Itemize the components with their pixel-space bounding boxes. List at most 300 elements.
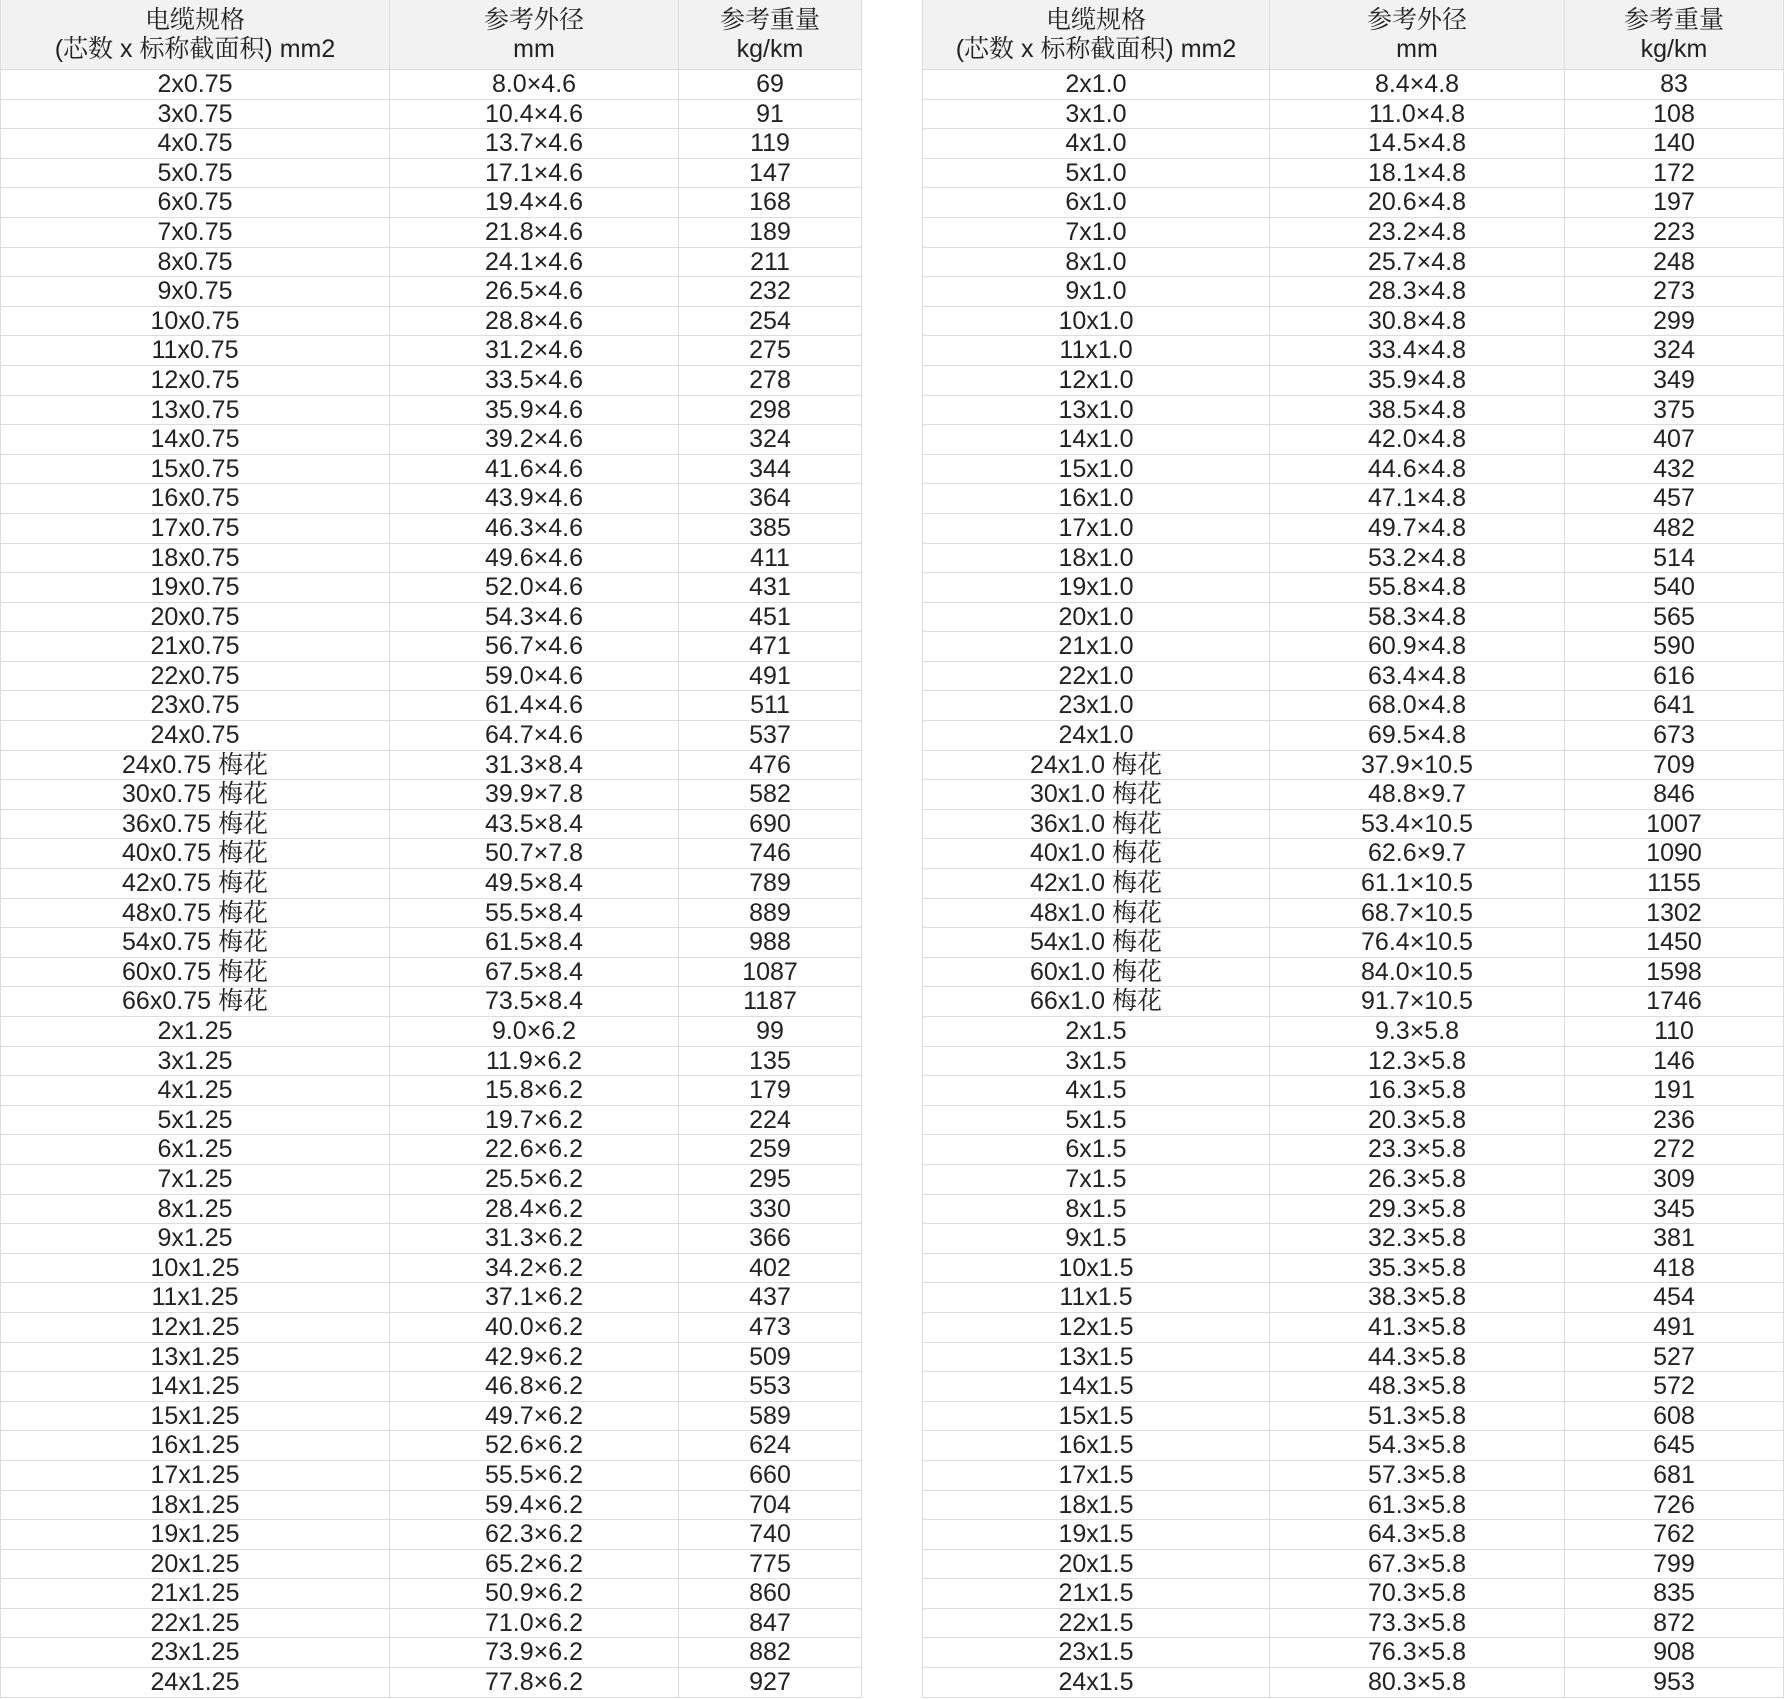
weight-cell: 69 [679, 70, 862, 100]
outer-diameter-cell: 62.3×6.2 [390, 1520, 679, 1550]
weight-cell: 223 [1565, 218, 1784, 248]
cable-spec-cell: 60x0.75 梅花 [0, 958, 390, 988]
header-title: 电缆规格 [144, 5, 245, 34]
weight-cell: 437 [679, 1283, 862, 1313]
outer-diameter-cell: 31.3×8.4 [390, 751, 679, 781]
outer-diameter-cell: 91.7×10.5 [1270, 987, 1565, 1017]
cable-spec-cell: 3x0.75 [0, 100, 390, 130]
outer-diameter-cell: 34.2×6.2 [390, 1254, 679, 1284]
outer-diameter-cell: 52.0×4.6 [390, 573, 679, 603]
outer-diameter-cell: 18.1×4.8 [1270, 159, 1565, 189]
cable-spec-cell: 24x0.75 [0, 721, 390, 751]
weight-cell: 344 [679, 455, 862, 485]
cable-spec-cell: 36x1.0 梅花 [922, 810, 1270, 840]
weight-cell: 709 [1565, 751, 1784, 781]
weight-cell: 872 [1565, 1609, 1784, 1639]
weight-cell: 553 [679, 1372, 862, 1402]
outer-diameter-cell: 50.9×6.2 [390, 1579, 679, 1609]
weight-cell: 846 [1565, 780, 1784, 810]
outer-diameter-cell: 49.7×4.8 [1270, 514, 1565, 544]
weight-cell: 908 [1565, 1638, 1784, 1668]
weight-cell: 860 [679, 1579, 862, 1609]
cable-spec-cell: 10x1.5 [922, 1254, 1270, 1284]
weight-cell: 762 [1565, 1520, 1784, 1550]
outer-diameter-cell: 41.3×5.8 [1270, 1313, 1565, 1343]
weight-cell: 278 [679, 366, 862, 396]
header-title: 电缆规格 [1045, 5, 1146, 34]
cable-spec-cell: 19x1.25 [0, 1520, 390, 1550]
outer-diameter-cell: 70.3×5.8 [1270, 1579, 1565, 1609]
cable-spec-cell: 9x1.0 [922, 277, 1270, 307]
weight-cell: 381 [1565, 1224, 1784, 1254]
cable-spec-cell: 42x1.0 梅花 [922, 869, 1270, 899]
weight-cell: 83 [1565, 70, 1784, 100]
cable-spec-cell: 5x1.0 [922, 159, 1270, 189]
weight-cell: 431 [679, 573, 862, 603]
cable-spec-cell: 2x1.0 [922, 70, 1270, 100]
outer-diameter-cell: 28.4×6.2 [390, 1195, 679, 1225]
outer-diameter-cell: 12.3×5.8 [1270, 1047, 1565, 1077]
cable-spec-cell: 42x0.75 梅花 [0, 869, 390, 899]
weight-cell: 746 [679, 839, 862, 869]
cable-spec-cell: 22x1.5 [922, 1609, 1270, 1639]
cable-spec-cell: 6x1.25 [0, 1135, 390, 1165]
outer-diameter-cell: 55.5×8.4 [390, 899, 679, 929]
outer-diameter-cell: 9.0×6.2 [390, 1017, 679, 1047]
header-weight [679, 0, 862, 70]
weight-cell: 375 [1565, 396, 1784, 426]
cable-spec-cell: 21x1.0 [922, 632, 1270, 662]
cable-spec-cell: 21x0.75 [0, 632, 390, 662]
outer-diameter-cell: 49.7×6.2 [390, 1402, 679, 1432]
cable-spec-cell: 5x1.5 [922, 1106, 1270, 1136]
outer-diameter-cell: 61.4×4.6 [390, 691, 679, 721]
cable-spec-cell: 15x1.5 [922, 1402, 1270, 1432]
cable-spec-cell: 7x0.75 [0, 218, 390, 248]
cable-spec-cell: 54x0.75 梅花 [0, 928, 390, 958]
cable-spec-cell: 4x1.25 [0, 1076, 390, 1106]
header-title: 参考外径 [1366, 5, 1467, 34]
weight-cell: 1087 [679, 958, 862, 988]
weight-cell: 1007 [1565, 810, 1784, 840]
weight-cell: 572 [1565, 1372, 1784, 1402]
outer-diameter-cell: 38.3×5.8 [1270, 1283, 1565, 1313]
outer-diameter-cell: 33.5×4.6 [390, 366, 679, 396]
outer-diameter-cell: 13.7×4.6 [390, 129, 679, 159]
cable-spec-cell: 13x1.0 [922, 396, 1270, 426]
cable-spec-cell: 66x1.0 梅花 [922, 987, 1270, 1017]
cable-spec-cell: 2x1.5 [922, 1017, 1270, 1047]
outer-diameter-cell: 22.6×6.2 [390, 1135, 679, 1165]
outer-diameter-cell: 53.2×4.8 [1270, 544, 1565, 574]
cable-spec-cell: 2x0.75 [0, 70, 390, 100]
weight-cell: 565 [1565, 603, 1784, 633]
header-unit: (芯数 x 标称截面积) mm2 [54, 34, 336, 63]
outer-diameter-cell: 35.3×5.8 [1270, 1254, 1565, 1284]
outer-diameter-cell: 53.4×10.5 [1270, 810, 1565, 840]
cable-spec-cell: 23x1.5 [922, 1638, 1270, 1668]
cable-spec-cell: 8x1.5 [922, 1195, 1270, 1225]
weight-cell: 645 [1565, 1431, 1784, 1461]
weight-cell: 690 [679, 810, 862, 840]
weight-cell: 110 [1565, 1017, 1784, 1047]
cable-spec-cell: 17x0.75 [0, 514, 390, 544]
outer-diameter-cell: 44.6×4.8 [1270, 455, 1565, 485]
outer-diameter-cell: 29.3×5.8 [1270, 1195, 1565, 1225]
cable-spec-cell: 8x0.75 [0, 248, 390, 278]
header-outer-diameter [390, 0, 679, 70]
header-title: 参考重量 [719, 5, 820, 34]
cable-spec-cell: 9x1.5 [922, 1224, 1270, 1254]
weight-cell: 482 [1565, 514, 1784, 544]
cable-spec-cell: 8x1.0 [922, 248, 1270, 278]
outer-diameter-cell: 54.3×4.6 [390, 603, 679, 633]
weight-cell: 847 [679, 1609, 862, 1639]
outer-diameter-cell: 44.3×5.8 [1270, 1343, 1565, 1373]
cable-spec-cell: 7x1.0 [922, 218, 1270, 248]
cable-spec-cell: 11x0.75 [0, 336, 390, 366]
cable-spec-cell: 11x1.5 [922, 1283, 1270, 1313]
outer-diameter-cell: 73.9×6.2 [390, 1638, 679, 1668]
weight-cell: 1450 [1565, 928, 1784, 958]
weight-cell: 119 [679, 129, 862, 159]
weight-cell: 582 [679, 780, 862, 810]
weight-cell: 298 [679, 396, 862, 426]
outer-diameter-cell: 68.0×4.8 [1270, 691, 1565, 721]
weight-cell: 451 [679, 603, 862, 633]
cable-spec-cell: 13x0.75 [0, 396, 390, 426]
outer-diameter-cell: 24.1×4.6 [390, 248, 679, 278]
cable-spec-cell: 4x1.0 [922, 129, 1270, 159]
weight-cell: 179 [679, 1076, 862, 1106]
weight-cell: 189 [679, 218, 862, 248]
cable-spec-cell: 20x0.75 [0, 603, 390, 633]
outer-diameter-cell: 16.3×5.8 [1270, 1076, 1565, 1106]
cable-spec-cell: 9x1.25 [0, 1224, 390, 1254]
outer-diameter-cell: 38.5×4.8 [1270, 396, 1565, 426]
cable-spec-cell: 13x1.25 [0, 1343, 390, 1373]
cable-spec-cell: 5x1.25 [0, 1106, 390, 1136]
weight-cell: 407 [1565, 425, 1784, 455]
outer-diameter-cell: 59.0×4.6 [390, 662, 679, 692]
cable-spec-cell: 20x1.25 [0, 1550, 390, 1580]
cable-spec-cell: 9x0.75 [0, 277, 390, 307]
outer-diameter-cell: 67.3×5.8 [1270, 1550, 1565, 1580]
weight-cell: 299 [1565, 307, 1784, 337]
cable-spec-cell: 11x1.25 [0, 1283, 390, 1313]
weight-cell: 704 [679, 1491, 862, 1521]
weight-cell: 275 [679, 336, 862, 366]
weight-cell: 509 [679, 1343, 862, 1373]
cable-spec-cell: 20x1.0 [922, 603, 1270, 633]
weight-cell: 364 [679, 484, 862, 514]
weight-cell: 511 [679, 691, 862, 721]
cable-spec-cell: 18x0.75 [0, 544, 390, 574]
cable-spec-cell: 12x1.5 [922, 1313, 1270, 1343]
outer-diameter-cell: 61.1×10.5 [1270, 869, 1565, 899]
outer-diameter-cell: 63.4×4.8 [1270, 662, 1565, 692]
outer-diameter-cell: 26.5×4.6 [390, 277, 679, 307]
weight-cell: 224 [679, 1106, 862, 1136]
cable-spec-cell: 54x1.0 梅花 [922, 928, 1270, 958]
weight-cell: 295 [679, 1165, 862, 1195]
weight-cell: 366 [679, 1224, 862, 1254]
outer-diameter-cell: 8.4×4.8 [1270, 70, 1565, 100]
cable-spec-cell: 60x1.0 梅花 [922, 958, 1270, 988]
outer-diameter-cell: 26.3×5.8 [1270, 1165, 1565, 1195]
outer-diameter-cell: 47.1×4.8 [1270, 484, 1565, 514]
outer-diameter-cell: 40.0×6.2 [390, 1313, 679, 1343]
outer-diameter-cell: 28.8×4.6 [390, 307, 679, 337]
header-cable-spec [922, 0, 1270, 70]
weight-cell: 147 [679, 159, 862, 189]
outer-diameter-cell: 64.3×5.8 [1270, 1520, 1565, 1550]
outer-diameter-cell: 33.4×4.8 [1270, 336, 1565, 366]
header-weight [1565, 0, 1784, 70]
cable-spec-cell: 24x0.75 梅花 [0, 751, 390, 781]
cable-spec-cell: 14x0.75 [0, 425, 390, 455]
weight-cell: 491 [679, 662, 862, 692]
weight-cell: 1302 [1565, 899, 1784, 929]
cable-spec-cell: 16x1.5 [922, 1431, 1270, 1461]
cable-spec-cell: 21x1.25 [0, 1579, 390, 1609]
weight-cell: 1090 [1565, 839, 1784, 869]
weight-cell: 1598 [1565, 958, 1784, 988]
outer-diameter-cell: 68.7×10.5 [1270, 899, 1565, 929]
weight-cell: 146 [1565, 1047, 1784, 1077]
weight-cell: 454 [1565, 1283, 1784, 1313]
outer-diameter-cell: 42.0×4.8 [1270, 425, 1565, 455]
weight-cell: 236 [1565, 1106, 1784, 1136]
cable-spec-cell: 7x1.25 [0, 1165, 390, 1195]
cable-spec-cell: 16x1.0 [922, 484, 1270, 514]
outer-diameter-cell: 55.8×4.8 [1270, 573, 1565, 603]
outer-diameter-cell: 42.9×6.2 [390, 1343, 679, 1373]
cable-spec-cell: 21x1.5 [922, 1579, 1270, 1609]
weight-cell: 108 [1565, 100, 1784, 130]
weight-cell: 889 [679, 899, 862, 929]
weight-cell: 324 [679, 425, 862, 455]
cable-spec-cell: 40x1.0 梅花 [922, 839, 1270, 869]
outer-diameter-cell: 50.7×7.8 [390, 839, 679, 869]
cable-spec-cell: 10x0.75 [0, 307, 390, 337]
weight-cell: 616 [1565, 662, 1784, 692]
header-unit: mm [513, 34, 555, 63]
weight-cell: 641 [1565, 691, 1784, 721]
outer-diameter-cell: 56.7×4.6 [390, 632, 679, 662]
cable-spec-cell: 14x1.0 [922, 425, 1270, 455]
cable-spec-cell: 3x1.0 [922, 100, 1270, 130]
weight-cell: 789 [679, 869, 862, 899]
header-title: 参考外径 [483, 5, 584, 34]
cable-spec-cell: 10x1.0 [922, 307, 1270, 337]
cable-spec-cell: 23x1.0 [922, 691, 1270, 721]
weight-cell: 681 [1565, 1461, 1784, 1491]
weight-cell: 1746 [1565, 987, 1784, 1017]
weight-cell: 660 [679, 1461, 862, 1491]
cable-spec-cell: 7x1.5 [922, 1165, 1270, 1195]
cable-spec-cell: 40x0.75 梅花 [0, 839, 390, 869]
outer-diameter-cell: 61.3×5.8 [1270, 1491, 1565, 1521]
cable-spec-cell: 6x1.5 [922, 1135, 1270, 1165]
outer-diameter-cell: 35.9×4.6 [390, 396, 679, 426]
weight-cell: 953 [1565, 1668, 1784, 1698]
weight-cell: 799 [1565, 1550, 1784, 1580]
cable-spec-cell: 24x1.0 梅花 [922, 751, 1270, 781]
cable-spec-cell: 24x1.25 [0, 1668, 390, 1698]
outer-diameter-cell: 8.0×4.6 [390, 70, 679, 100]
cable-spec-cell: 18x1.25 [0, 1491, 390, 1521]
weight-cell: 411 [679, 544, 862, 574]
outer-diameter-cell: 15.8×6.2 [390, 1076, 679, 1106]
cable-spec-cell: 66x0.75 梅花 [0, 987, 390, 1017]
outer-diameter-cell: 37.1×6.2 [390, 1283, 679, 1313]
cable-spec-cell: 14x1.25 [0, 1372, 390, 1402]
header-unit: kg/km [1640, 34, 1708, 63]
outer-diameter-cell: 60.9×4.8 [1270, 632, 1565, 662]
weight-cell: 726 [1565, 1491, 1784, 1521]
weight-cell: 309 [1565, 1165, 1784, 1195]
outer-diameter-cell: 64.7×4.6 [390, 721, 679, 751]
weight-cell: 385 [679, 514, 862, 544]
cable-spec-cell: 23x1.25 [0, 1638, 390, 1668]
outer-diameter-cell: 21.8×4.6 [390, 218, 679, 248]
cable-spec-cell: 12x0.75 [0, 366, 390, 396]
weight-cell: 135 [679, 1047, 862, 1077]
weight-cell: 775 [679, 1550, 862, 1580]
outer-diameter-cell: 73.5×8.4 [390, 987, 679, 1017]
outer-diameter-cell: 25.7×4.8 [1270, 248, 1565, 278]
outer-diameter-cell: 39.9×7.8 [390, 780, 679, 810]
cable-spec-cell: 6x0.75 [0, 188, 390, 218]
outer-diameter-cell: 65.2×6.2 [390, 1550, 679, 1580]
cable-spec-cell: 19x1.0 [922, 573, 1270, 603]
cable-spec-cell: 48x1.0 梅花 [922, 899, 1270, 929]
cable-spec-cell: 19x1.5 [922, 1520, 1270, 1550]
cable-spec-cell: 11x1.0 [922, 336, 1270, 366]
outer-diameter-cell: 43.9×4.6 [390, 484, 679, 514]
weight-cell: 476 [679, 751, 862, 781]
weight-cell: 211 [679, 248, 862, 278]
outer-diameter-cell: 52.6×6.2 [390, 1431, 679, 1461]
cable-table-left [0, 0, 862, 1698]
cable-spec-cell: 19x0.75 [0, 573, 390, 603]
outer-diameter-cell: 61.5×8.4 [390, 928, 679, 958]
weight-cell: 330 [679, 1195, 862, 1225]
outer-diameter-cell: 32.3×5.8 [1270, 1224, 1565, 1254]
cable-spec-cell: 4x1.5 [922, 1076, 1270, 1106]
outer-diameter-cell: 69.5×4.8 [1270, 721, 1565, 751]
cable-spec-cell: 22x1.25 [0, 1609, 390, 1639]
header-cable-spec [0, 0, 390, 70]
weight-cell: 349 [1565, 366, 1784, 396]
weight-cell: 740 [679, 1520, 862, 1550]
weight-cell: 608 [1565, 1402, 1784, 1432]
outer-diameter-cell: 23.2×4.8 [1270, 218, 1565, 248]
outer-diameter-cell: 57.3×5.8 [1270, 1461, 1565, 1491]
outer-diameter-cell: 46.3×4.6 [390, 514, 679, 544]
cable-spec-cell: 36x0.75 梅花 [0, 810, 390, 840]
cable-spec-cell: 22x0.75 [0, 662, 390, 692]
outer-diameter-cell: 19.4×4.6 [390, 188, 679, 218]
outer-diameter-cell: 31.2×4.6 [390, 336, 679, 366]
weight-cell: 590 [1565, 632, 1784, 662]
outer-diameter-cell: 28.3×4.8 [1270, 277, 1565, 307]
outer-diameter-cell: 30.8×4.8 [1270, 307, 1565, 337]
outer-diameter-cell: 76.3×5.8 [1270, 1638, 1565, 1668]
weight-cell: 345 [1565, 1195, 1784, 1225]
outer-diameter-cell: 67.5×8.4 [390, 958, 679, 988]
cable-spec-cell: 6x1.0 [922, 188, 1270, 218]
outer-diameter-cell: 54.3×5.8 [1270, 1431, 1565, 1461]
outer-diameter-cell: 58.3×4.8 [1270, 603, 1565, 633]
cable-spec-cell: 3x1.5 [922, 1047, 1270, 1077]
cable-spec-cell: 22x1.0 [922, 662, 1270, 692]
weight-cell: 514 [1565, 544, 1784, 574]
outer-diameter-cell: 46.8×6.2 [390, 1372, 679, 1402]
cable-spec-cell: 3x1.25 [0, 1047, 390, 1077]
weight-cell: 527 [1565, 1343, 1784, 1373]
outer-diameter-cell: 37.9×10.5 [1270, 751, 1565, 781]
weight-cell: 402 [679, 1254, 862, 1284]
cable-spec-cell: 16x1.25 [0, 1431, 390, 1461]
cable-spec-cell: 30x1.0 梅花 [922, 780, 1270, 810]
weight-cell: 168 [679, 188, 862, 218]
cable-spec-cell: 23x0.75 [0, 691, 390, 721]
outer-diameter-cell: 41.6×4.6 [390, 455, 679, 485]
cable-spec-cell: 16x0.75 [0, 484, 390, 514]
weight-cell: 259 [679, 1135, 862, 1165]
weight-cell: 91 [679, 100, 862, 130]
outer-diameter-cell: 80.3×5.8 [1270, 1668, 1565, 1698]
outer-diameter-cell: 17.1×4.6 [390, 159, 679, 189]
outer-diameter-cell: 39.2×4.6 [390, 425, 679, 455]
weight-cell: 232 [679, 277, 862, 307]
cable-spec-cell: 20x1.5 [922, 1550, 1270, 1580]
outer-diameter-cell: 19.7×6.2 [390, 1106, 679, 1136]
weight-cell: 491 [1565, 1313, 1784, 1343]
weight-cell: 254 [679, 307, 862, 337]
weight-cell: 324 [1565, 336, 1784, 366]
outer-diameter-cell: 14.5×4.8 [1270, 129, 1565, 159]
cable-spec-cell: 15x1.25 [0, 1402, 390, 1432]
outer-diameter-cell: 55.5×6.2 [390, 1461, 679, 1491]
weight-cell: 537 [679, 721, 862, 751]
outer-diameter-cell: 62.6×9.7 [1270, 839, 1565, 869]
cable-spec-cell: 10x1.25 [0, 1254, 390, 1284]
outer-diameter-cell: 10.4×4.6 [390, 100, 679, 130]
cable-spec-cell: 18x1.0 [922, 544, 1270, 574]
weight-cell: 624 [679, 1431, 862, 1461]
weight-cell: 432 [1565, 455, 1784, 485]
cable-spec-cell: 8x1.25 [0, 1195, 390, 1225]
outer-diameter-cell: 23.3×5.8 [1270, 1135, 1565, 1165]
cable-spec-cell: 48x0.75 梅花 [0, 899, 390, 929]
header-outer-diameter [1270, 0, 1565, 70]
weight-cell: 272 [1565, 1135, 1784, 1165]
weight-cell: 99 [679, 1017, 862, 1047]
weight-cell: 191 [1565, 1076, 1784, 1106]
cable-spec-cell: 2x1.25 [0, 1017, 390, 1047]
weight-cell: 882 [679, 1638, 862, 1668]
cable-spec-cell: 18x1.5 [922, 1491, 1270, 1521]
outer-diameter-cell: 11.9×6.2 [390, 1047, 679, 1077]
outer-diameter-cell: 76.4×10.5 [1270, 928, 1565, 958]
outer-diameter-cell: 20.3×5.8 [1270, 1106, 1565, 1136]
cable-spec-cell: 14x1.5 [922, 1372, 1270, 1402]
outer-diameter-cell: 20.6×4.8 [1270, 188, 1565, 218]
outer-diameter-cell: 31.3×6.2 [390, 1224, 679, 1254]
